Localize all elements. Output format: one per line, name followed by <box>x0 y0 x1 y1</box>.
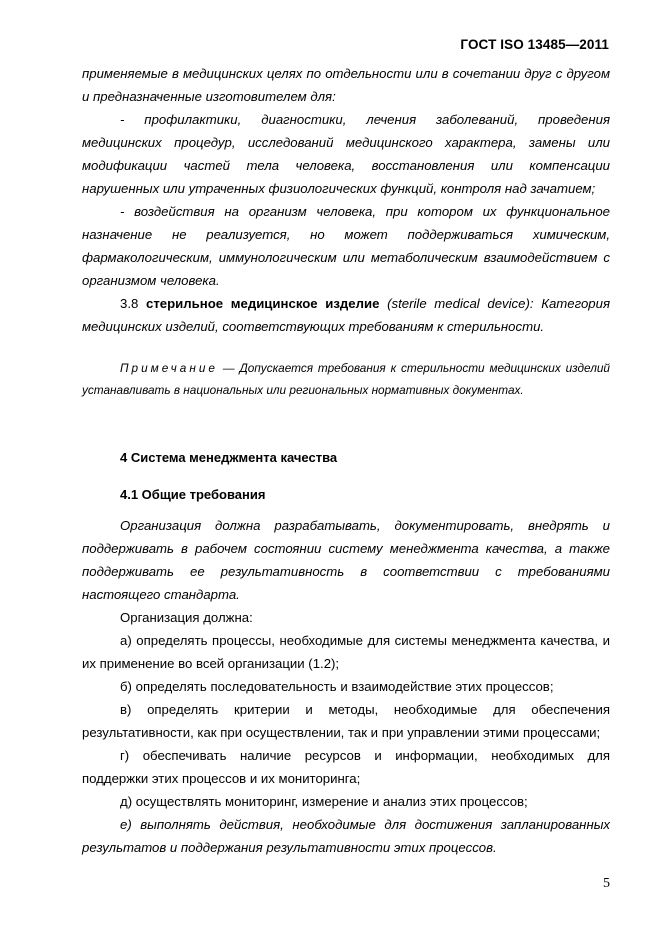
note-paragraph <box>82 357 610 401</box>
definition-text: Категория медицинских изделий, соответствующих требованиям к стерильности. <box>82 296 611 334</box>
definition-english: (sterile medical device): <box>387 296 534 311</box>
intro-paragraph: применяемые в медицинских целях по отдельности или в сочетании друг с другом и предназначенные изготовителем для: <box>82 66 610 104</box>
definition-number: 3.8 <box>120 296 139 311</box>
section-title: 4 Система менеджмента качества <box>120 450 338 465</box>
note-label: Примечание <box>120 361 218 375</box>
organization-must: Организация должна: <box>120 610 253 625</box>
standard-header: ГОСТ ISO 13485—2011 <box>460 37 609 52</box>
list-item: а) определять процессы, необходимые для системы менеджмента качества, и их применение во всей организации (1.2); <box>82 633 610 671</box>
subsection-title: 4.1 Общие требования <box>120 487 266 502</box>
list-item: в) определять критерии и методы, необходимые для обеспечения результативности, как при осуществлении, так и при управлении этими процессами; <box>82 702 610 740</box>
definition-3-8 <box>82 292 610 338</box>
note-text: — Допускается требования к стерильности медицинских изделий устанавливать в национальных или региональных нормативных документах. <box>82 361 610 397</box>
page-number: 5 <box>603 876 610 891</box>
list-item: е) выполнять действия, необходимые для достижения запланированных результатов и поддержания результативности этих процессов. <box>82 817 610 855</box>
requirements-paragraph: Организация должна разрабатывать, документировать, внедрять и поддерживать в рабочем состоянии систему менеджмента качества, а также поддерживать ее результативность в соответствии с требованиями настоящего стандарта. <box>82 518 610 602</box>
list-item: г) обеспечивать наличие ресурсов и информации, необходимых для поддержки этих процессов и их мониторинга; <box>82 748 610 786</box>
page-content <box>82 62 610 859</box>
list-item-prophylaxis: - профилактики, диагностики, лечения заболеваний, проведения медицинских процедур, исследований медицинского характера, замены или модификации частей тела человека, восстановления или компенсации нарушенных или утраченных физиологических функций, контроля над зачатием; <box>82 112 610 196</box>
list-item: д) осуществлять мониторинг, измерение и анализ этих процессов; <box>120 794 528 809</box>
list-item: б) определять последовательность и взаимодействие этих процессов; <box>120 679 554 694</box>
definition-term: стерильное медицинское изделие <box>145 296 380 311</box>
list-item-action: - воздействия на организм человека, при котором их функциональное назначение не реализуется, но может поддерживаться химическим, фармакологическим, иммунологическим или метаболическим взаимодействием с организмом человека. <box>82 204 610 288</box>
